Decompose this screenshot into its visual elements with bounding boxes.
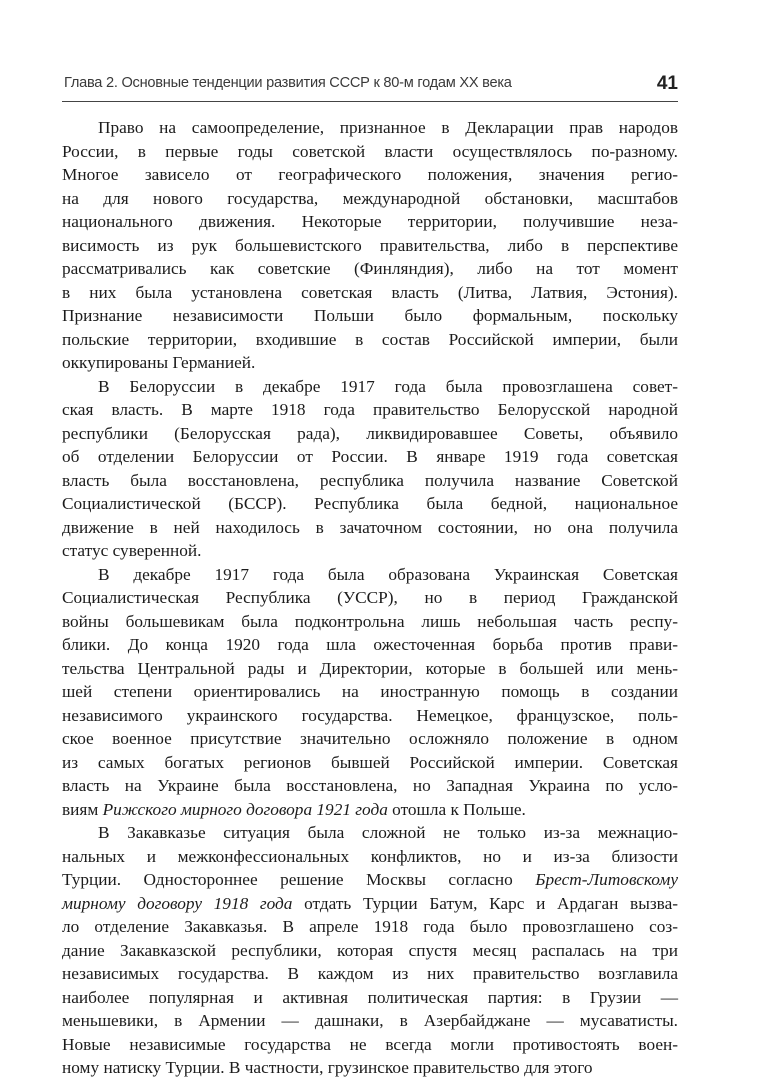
header-rule bbox=[62, 101, 678, 102]
body-text bbox=[62, 116, 678, 1080]
text-segment: Турции. Одностороннее решение Москвы согласно bbox=[62, 870, 536, 889]
italic-text: Брест-Литовскому bbox=[535, 870, 678, 889]
text-line bbox=[62, 328, 678, 352]
text-line bbox=[62, 469, 678, 493]
text-segment: оккупированы Германией. bbox=[62, 353, 256, 372]
running-header bbox=[62, 73, 678, 103]
text-line bbox=[62, 915, 678, 939]
text-segment: В Белоруссии в декабре 1917 года была провозглашена совет- bbox=[98, 376, 678, 396]
chapter-title: Глава 2. Основные тенденции развития СССР к 80-м годам XX века bbox=[64, 75, 512, 91]
text-segment: Социалистической (БССР). Республика была бедной, национальное bbox=[62, 494, 678, 513]
text-line bbox=[62, 986, 678, 1010]
text-line bbox=[62, 445, 678, 469]
text-segment: России, в первые годы советской власти осуществлялось по-разному. bbox=[62, 141, 678, 161]
text-line bbox=[62, 610, 678, 634]
text-segment: Новые независимые государства не всегда могли противостоять воен- bbox=[62, 1034, 678, 1054]
text-segment: В декабре 1917 года была образована Украинская Советская bbox=[98, 564, 678, 584]
text-line bbox=[62, 492, 678, 516]
text-line bbox=[62, 234, 678, 258]
text-segment: отдать Турции Батум, Карс и Ардаган вызва- bbox=[292, 893, 678, 913]
text-segment: движение в ней находилось в зачаточном состоянии, но она получила bbox=[62, 517, 678, 537]
text-line bbox=[62, 751, 678, 775]
text-segment: Социалистическая Республика (УССР), но в период Гражданской bbox=[62, 588, 678, 607]
text-segment: В Закавказье ситуация была сложной не только из-за межнацио- bbox=[98, 823, 678, 842]
text-segment: меньшевики, в Армении — дашнаки, в Азербайджане — мусаватисты. bbox=[62, 1011, 678, 1030]
text-line bbox=[62, 1056, 678, 1080]
text-segment: независимого украинского государства. Немецкое, французское, поль- bbox=[62, 705, 678, 725]
text-line bbox=[62, 351, 678, 375]
text-segment: дание Закавказской республики, которая спустя месяц распалась на три bbox=[62, 940, 678, 960]
text-line bbox=[62, 563, 678, 587]
text-segment: власть была восстановлена, республика получила название Советской bbox=[62, 470, 678, 490]
text-segment: власть на Украине была восстановлена, но Западная Украина по усло- bbox=[62, 776, 678, 795]
text-line bbox=[62, 422, 678, 446]
text-line bbox=[62, 704, 678, 728]
text-segment: ское военное присутствие значительно осложняло положение в одном bbox=[62, 729, 678, 748]
text-line bbox=[62, 516, 678, 540]
text-line bbox=[62, 116, 678, 140]
text-line bbox=[62, 774, 678, 798]
text-line bbox=[62, 375, 678, 399]
text-segment: ская власть. В марте 1918 года правительство Белорусской народной bbox=[62, 400, 678, 419]
text-line bbox=[62, 257, 678, 281]
paragraph bbox=[62, 563, 678, 822]
text-line bbox=[62, 210, 678, 234]
text-line bbox=[62, 727, 678, 751]
text-line bbox=[62, 798, 678, 822]
text-segment: из самых богатых регионов бывшей Российской империи. Советская bbox=[62, 752, 678, 772]
text-segment: Многое зависело от географического положения, значения регио- bbox=[62, 165, 678, 184]
text-segment: наиболее популярная и активная политическая партия: в Грузии — bbox=[62, 987, 678, 1007]
text-line bbox=[62, 657, 678, 681]
text-line bbox=[62, 821, 678, 845]
text-line bbox=[62, 892, 678, 916]
text-line bbox=[62, 187, 678, 211]
text-segment: статус суверенной. bbox=[62, 541, 202, 560]
text-segment: шей степени ориентировались на иностранную помощь в создании bbox=[62, 682, 678, 701]
text-line bbox=[62, 680, 678, 704]
paragraph bbox=[62, 375, 678, 563]
text-segment: тельства Центральной рады и Директории, которые в большей или мень- bbox=[62, 658, 678, 678]
text-segment: ному натиску Турции. В частности, грузинское правительство для этого bbox=[62, 1058, 593, 1077]
text-line bbox=[62, 304, 678, 328]
text-segment: республики (Белорусская рада), ликвидировавшее Советы, объявило bbox=[62, 423, 678, 443]
italic-text: мирному договору 1918 года bbox=[62, 893, 293, 913]
page-number: 41 bbox=[656, 73, 678, 94]
text-segment: нальных и межконфессиональных конфликтов, но и из-за близости bbox=[62, 846, 678, 866]
text-line bbox=[62, 962, 678, 986]
text-segment: ло отделение Закавказья. В апреле 1918 года было провозглашено соз- bbox=[62, 917, 678, 936]
text-line bbox=[62, 939, 678, 963]
text-segment: войны большевикам была подконтрольна лишь небольшая часть респу- bbox=[62, 611, 678, 631]
text-segment: висимость из рук большевистского правительства, либо в перспективе bbox=[62, 235, 678, 255]
text-segment: Право на самоопределение, признанное в Декларации прав народов bbox=[98, 118, 678, 137]
text-line bbox=[62, 281, 678, 305]
text-segment: независимых государства. В каждом из них правительство возглавила bbox=[62, 964, 678, 983]
text-segment: отошла к Польше. bbox=[387, 799, 526, 819]
text-line bbox=[62, 140, 678, 164]
italic-text: Рижского мирного договора 1921 года bbox=[102, 799, 388, 819]
text-line bbox=[62, 868, 678, 892]
paragraph bbox=[62, 116, 678, 375]
text-line bbox=[62, 586, 678, 610]
paragraph bbox=[62, 821, 678, 1080]
text-line bbox=[62, 163, 678, 187]
text-line bbox=[62, 1009, 678, 1033]
text-line bbox=[62, 398, 678, 422]
text-segment: блики. До конца 1920 года шла ожесточенная борьба против прави- bbox=[62, 635, 678, 654]
text-line bbox=[62, 845, 678, 869]
text-segment: на для нового государства, международной обстановки, масштабов bbox=[62, 188, 678, 208]
text-segment: Признание независимости Польши было формальным, поскольку bbox=[62, 306, 678, 325]
text-segment: рассматривались как советские (Финляндия), либо на тот момент bbox=[62, 259, 678, 278]
text-line bbox=[62, 1033, 678, 1057]
text-segment: в них была установлена советская власть (Литва, Латвия, Эстония). bbox=[62, 282, 678, 302]
text-segment: виям bbox=[62, 799, 103, 819]
text-segment: об отделении Белоруссии от России. В январе 1919 года советская bbox=[62, 447, 678, 466]
text-line bbox=[62, 633, 678, 657]
text-line bbox=[62, 539, 678, 563]
text-segment: национального движения. Некоторые территории, получившие неза- bbox=[62, 212, 678, 231]
text-segment: польские территории, входившие в состав Российской империи, были bbox=[62, 329, 678, 349]
